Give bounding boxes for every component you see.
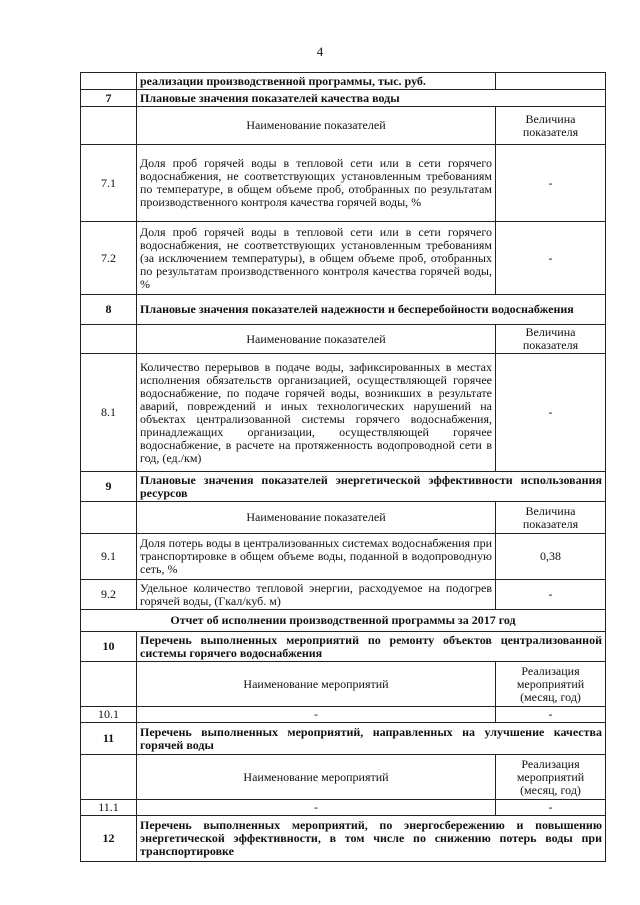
row-text: - — [137, 707, 496, 723]
header-value-cell: Величина показателя — [496, 502, 606, 534]
report-title: Отчет об исполнении производственной программы за 2017 год — [81, 610, 606, 632]
row-text: Доля проб горячей воды в тепловой сети или в сети горячего водоснабжения, не соответствующих установленным требованиям по температуре, в общем объеме проб, отобранных по результатам производственного контроля качества горячей воды, % — [137, 145, 496, 222]
row-value: - — [496, 145, 606, 222]
table-row — [81, 534, 606, 580]
table-row — [81, 354, 606, 472]
section-row-7 — [81, 90, 606, 107]
header-value-cell: Величина показателя — [496, 325, 606, 354]
row-number: 10.1 — [81, 707, 137, 723]
section-title: Плановые значения показателей энергетической эффективности использования ресурсов — [137, 472, 606, 502]
row-value: - — [496, 707, 606, 723]
table-row — [81, 800, 606, 816]
header-name-cell: Наименование показателей — [137, 325, 496, 354]
row-number: 8.1 — [81, 354, 137, 472]
section-row-10 — [81, 632, 606, 662]
row-text: - — [137, 800, 496, 816]
section-title: Плановые значения показателей надежности и бесперебойности водоснабжения — [137, 295, 606, 325]
row-number: 9.1 — [81, 534, 137, 580]
header-name-cell: Наименование мероприятий — [137, 755, 496, 800]
table-row — [81, 73, 606, 90]
header-row — [81, 107, 606, 145]
table-row — [81, 707, 606, 723]
row-text: Доля проб горячей воды в тепловой сети или в сети горячего водоснабжения, не соответствующих установленным требованиям (за исключением температуры), в общем объеме проб, отобранных по результатам производственного контроля качества горячей воды, % — [137, 222, 496, 295]
header-number-cell — [81, 755, 137, 800]
section-number: 12 — [81, 816, 137, 862]
section-number: 7 — [81, 90, 137, 107]
row-text: Количество перерывов в подаче воды, зафиксированных в местах исполнения обязательств организацией, осуществляющей горячее водоснабжение, по подаче горячей воды, возникших в результате аварий, повреждений и иных технологических нарушений на объектах централизованной системы горячего водоснабжения, принадлежащих организации, осуществляющей горячее водоснабжение, в расчете на протяженность водопроводной сети в год, (ед./км) — [137, 354, 496, 472]
row-number: 7.2 — [81, 222, 137, 295]
section-number: 11 — [81, 723, 137, 755]
section-title: Перечень выполненных мероприятий по ремонту объектов централизованной системы горячего водоснабжения — [137, 632, 606, 662]
header-row — [81, 755, 606, 800]
row-text: Удельное количество тепловой энергии, расходуемое на подогрев горячей воды, (Гкал/куб. м) — [137, 580, 496, 610]
table-row — [81, 222, 606, 295]
row-value: - — [496, 222, 606, 295]
header-value-cell: Величина показателя — [496, 107, 606, 145]
header-value-cell: Реализация мероприятий (месяц, год) — [496, 662, 606, 707]
section-row-11 — [81, 723, 606, 755]
section-number: 10 — [81, 632, 137, 662]
row-text: Доля потерь воды в централизованных системах водоснабжения при транспортировке в общем объеме воды, поданной в водопроводную сеть, % — [137, 534, 496, 580]
row-value: - — [496, 800, 606, 816]
header-value-cell: Реализация мероприятий (месяц, год) — [496, 755, 606, 800]
section-row-12 — [81, 816, 606, 862]
section-number: 9 — [81, 472, 137, 502]
page-number: 4 — [316, 44, 324, 59]
header-number-cell — [81, 107, 137, 145]
row-value: 0,38 — [496, 534, 606, 580]
header-row — [81, 325, 606, 354]
row-number: 11.1 — [81, 800, 137, 816]
program-table — [80, 72, 606, 862]
section-number: 8 — [81, 295, 137, 325]
row-number: 9.2 — [81, 580, 137, 610]
section-row-8 — [81, 295, 606, 325]
row-value: - — [496, 580, 606, 610]
header-row — [81, 662, 606, 707]
header-name-cell: Наименование показателей — [137, 107, 496, 145]
row-number: 7.1 — [81, 145, 137, 222]
header-number-cell — [81, 662, 137, 707]
table-row — [81, 580, 606, 610]
header-name-cell: Наименование мероприятий — [137, 662, 496, 707]
header-name-cell: Наименование показателей — [137, 502, 496, 534]
header-number-cell — [81, 325, 137, 354]
row-number-cell — [81, 73, 137, 90]
section-row-9 — [81, 472, 606, 502]
header-row — [81, 502, 606, 534]
row-value-cell — [496, 73, 606, 90]
row-text-cell: реализации производственной программы, тыс. руб. — [137, 73, 496, 90]
header-number-cell — [81, 502, 137, 534]
row-value: - — [496, 354, 606, 472]
section-title: Плановые значения показателей качества воды — [137, 90, 606, 107]
report-title-row — [81, 610, 606, 632]
section-title: Перечень выполненных мероприятий, по энергосбережению и повышению энергетической эффективности, в том числе по снижению потерь воды при транспортировке — [137, 816, 606, 862]
table-row — [81, 145, 606, 222]
section-title: Перечень выполненных мероприятий, направленных на улучшение качества горячей воды — [137, 723, 606, 755]
